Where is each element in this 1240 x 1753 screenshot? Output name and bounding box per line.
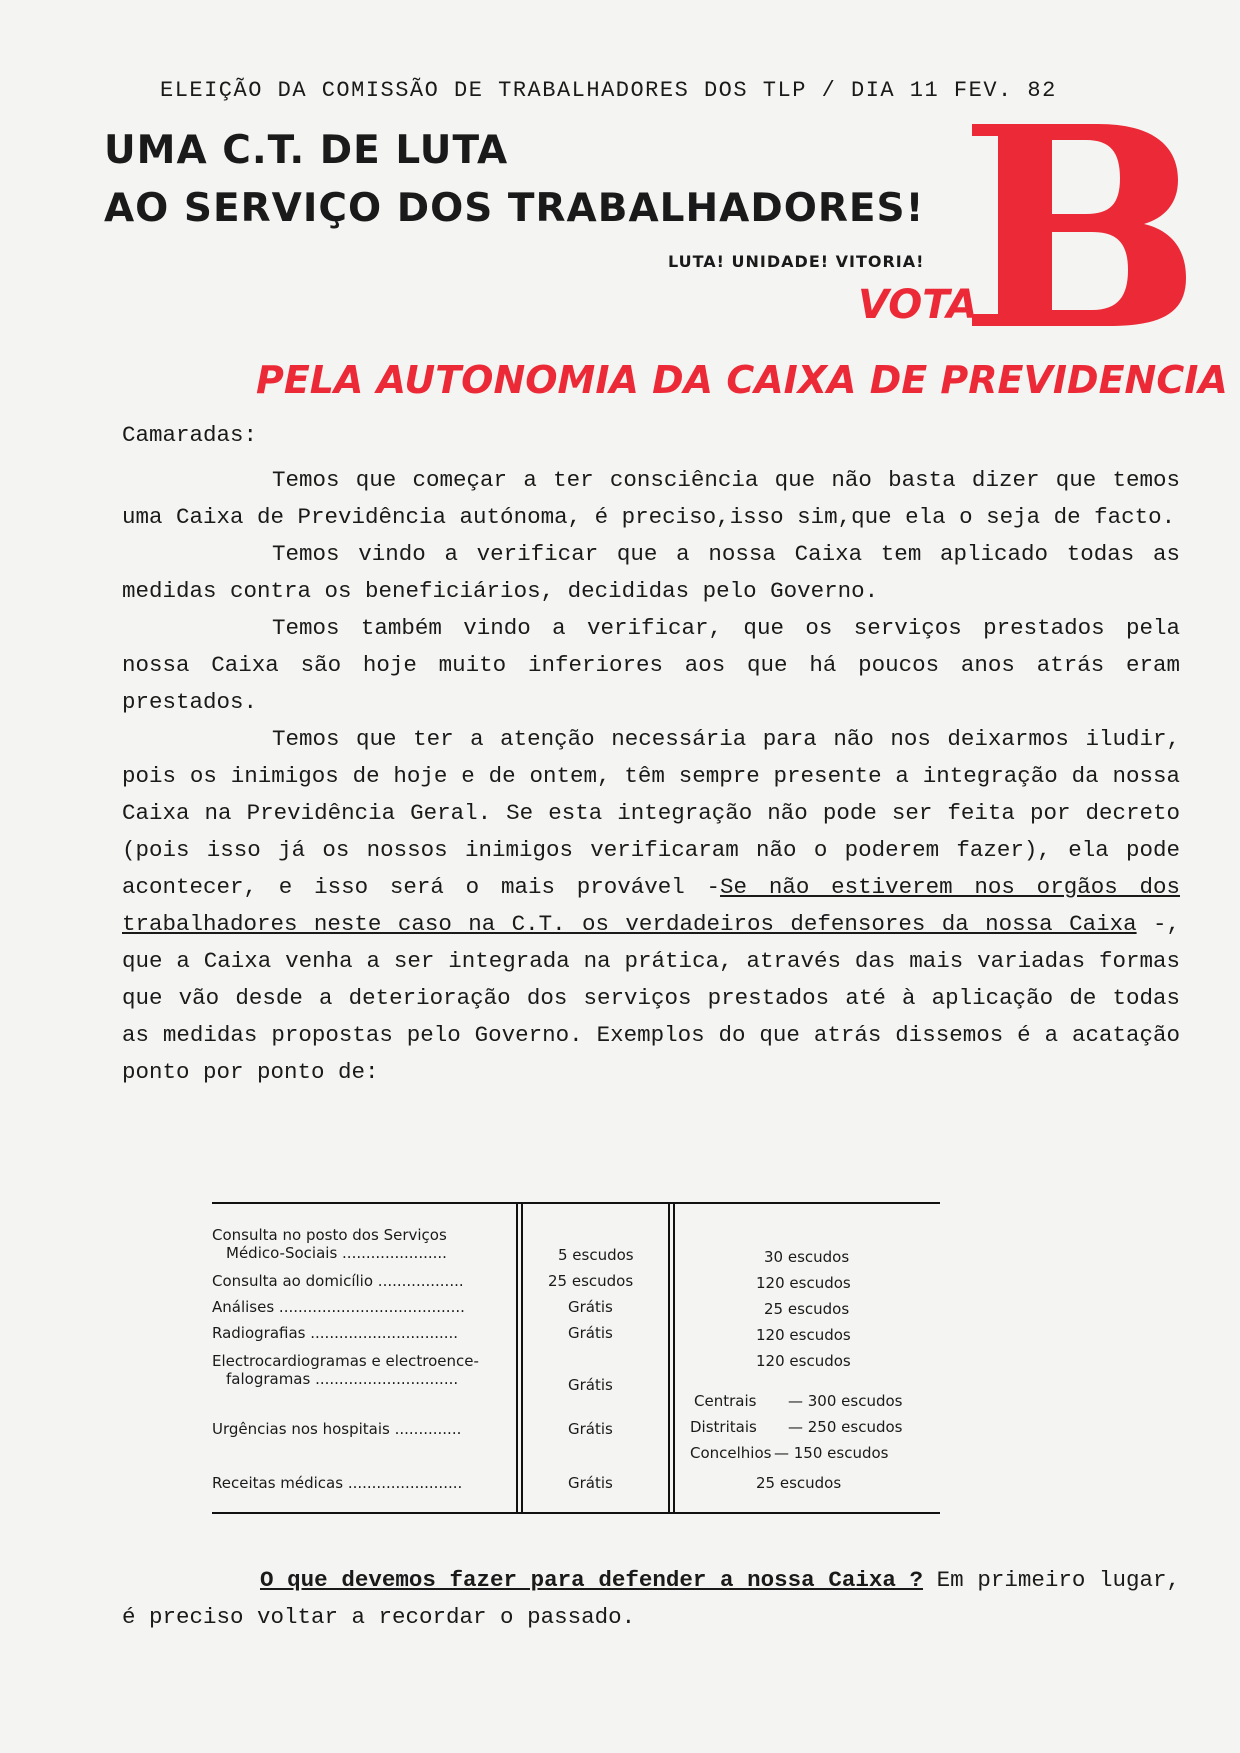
table-bottom-rule xyxy=(212,1512,940,1514)
paragraph-4-underlined: Se não estiverem nos orgãos dos trabalhadores neste caso na C.T. os verdadeiros defensores da nossa Caixa xyxy=(122,874,1180,937)
urgencias-label: Centrais xyxy=(694,1392,757,1410)
table-cell-before: Grátis xyxy=(568,1298,613,1316)
table-cell-service: Consulta ao domicílio .................. xyxy=(212,1272,464,1290)
slogan: LUTA! UNIDADE! VITORIA! xyxy=(668,252,925,271)
urgencias-value: — 150 escudos xyxy=(774,1444,889,1462)
table-cell-after: 25 escudos xyxy=(756,1474,842,1492)
table-cell-before: Grátis xyxy=(568,1474,613,1492)
headline-line-2: AO SERVIÇO DOS TRABALHADORES! xyxy=(104,186,925,231)
table-cell-after: 120 escudos xyxy=(756,1326,851,1344)
table-cell-service: Médico-Sociais ...................... xyxy=(226,1244,447,1262)
table-divider xyxy=(516,1202,518,1514)
closing-question: O que devemos fazer para defender a nossa Caixa ? xyxy=(260,1567,923,1593)
table-cell-before: Grátis xyxy=(568,1376,613,1394)
urgencias-label: Distritais xyxy=(690,1418,757,1436)
table-top-rule xyxy=(212,1202,940,1204)
table-cell-after: 120 escudos xyxy=(756,1274,851,1292)
closing-continuation: Em primeiro lugar, é preciso voltar a recordar o passado. xyxy=(122,1567,1181,1630)
table-cell-service: Receitas médicas ........................ xyxy=(212,1474,463,1492)
table-divider xyxy=(673,1202,675,1514)
table-cell-before: Grátis xyxy=(568,1420,613,1438)
table-cell-before: 25 escudos xyxy=(548,1272,634,1290)
paragraph-2: Temos vindo a verificar que a nossa Caixa tem aplicado todas as medidas contra os beneficiários, decididas pelo Governo. xyxy=(122,541,1180,604)
table-cell-after: 30 escudos xyxy=(764,1248,850,1266)
closing-paragraph xyxy=(122,1562,1180,1636)
table-divider xyxy=(668,1202,670,1514)
table-cell-before: 5 escudos xyxy=(558,1246,634,1264)
table-cell-service: Análises ....................................... xyxy=(212,1298,465,1316)
table-cell-service: Consulta no posto dos Serviços xyxy=(212,1226,447,1244)
red-title: PELA AUTONOMIA DA CAIXA DE PREVIDENCIA xyxy=(256,358,1228,402)
urgencias-value: — 300 escudos xyxy=(788,1392,903,1410)
table-cell-service: Urgências nos hospitais .............. xyxy=(212,1420,462,1438)
table-cell-service: Electrocardiogramas e electroence- xyxy=(212,1352,479,1370)
table-cell-after: 25 escudos xyxy=(764,1300,850,1318)
paragraph-1: Temos que começar a ter consciência que não basta dizer que temos uma Caixa de Previdência autónoma, é preciso,isso sim,que ela o seja de facto. xyxy=(122,467,1180,530)
urgencias-label: Concelhios xyxy=(690,1444,772,1462)
table-cell-before: Grátis xyxy=(568,1324,613,1342)
list-b-logo xyxy=(968,118,1190,330)
vota-label: VOTA xyxy=(858,282,978,328)
body-text xyxy=(122,462,1180,1091)
urgencias-value: — 250 escudos xyxy=(788,1418,903,1436)
paragraph-4-start: Temos que ter a atenção necessária para não nos deixarmos iludir, pois os inimigos de hoje e de ontem, têm sempre presente a integração da nossa Caixa na Previdência Geral. Se esta integração não pode ser feita por decreto (pois isso já os nossos inimigos verificaram não o poderem fazer), ela pode acontecer, e isso será o mais provável - xyxy=(122,726,1180,900)
paragraph-4-end: -, que a Caixa venha a ser integrada na prática, através das mais variadas formas que vão desde a deterioração dos serviços prestados até à aplicação de todas as medidas propostas pelo Governo. Exemplos do que atrás dissemos é a acatação ponto por ponto de: xyxy=(122,911,1180,1085)
table-cell-after: 120 escudos xyxy=(756,1352,851,1370)
table-divider xyxy=(521,1202,523,1514)
price-table xyxy=(212,1202,940,1516)
salutation: Camaradas: xyxy=(122,422,258,448)
paragraph-3: Temos também vindo a verificar, que os serviços prestados pela nossa Caixa são hoje muito inferiores aos que há poucos anos atrás eram prestados. xyxy=(122,615,1180,715)
table-cell-service: Radiografias ............................... xyxy=(212,1324,459,1342)
headline-line-1: UMA C.T. DE LUTA xyxy=(104,128,509,173)
table-cell-service: falogramas .............................. xyxy=(226,1370,459,1388)
paragraph-4 xyxy=(122,721,1180,1091)
election-header: ELEIÇÃO DA COMISSÃO DE TRABALHADORES DOS TLP / DIA 11 FEV. 82 xyxy=(160,78,1057,103)
